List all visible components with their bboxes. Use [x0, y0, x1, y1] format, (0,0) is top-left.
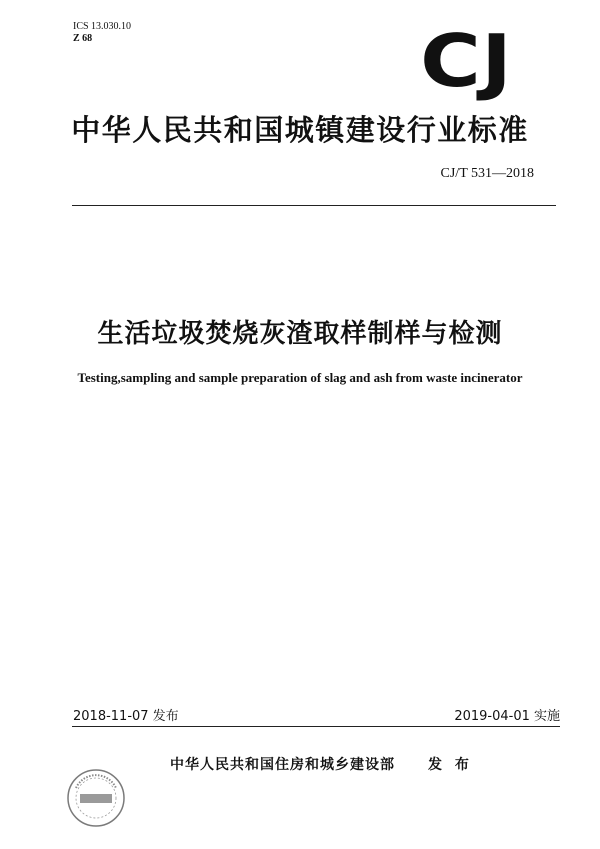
ccs-code: Z 68: [73, 33, 93, 44]
cj-logo: [404, 19, 528, 103]
seal-stamp-icon: [64, 766, 128, 830]
logo-letter-j: J: [481, 19, 510, 103]
ics-code: ICS 13.030.10: [73, 21, 132, 32]
issue-date: 2018-11-07 发布: [73, 709, 179, 724]
top-divider: [72, 205, 556, 206]
document-title-en: Testing,sampling and sample preparation of slag and ash from waste incinerator: [77, 370, 523, 385]
implementation-date: 2019-04-01 实施: [454, 709, 560, 724]
logo-letter-c: C: [420, 19, 479, 103]
standard-code: CJ/T 531—2018: [440, 166, 534, 181]
publisher-name: 中华人民共和国住房和城乡建设部: [170, 757, 395, 773]
bottom-divider: [72, 726, 560, 727]
standard-title: 中华人民共和国城镇建设行业标准: [71, 113, 529, 147]
document-title-cn: 生活垃圾焚烧灰渣取样制样与检测: [97, 319, 503, 349]
publish-action: 发 布: [428, 757, 473, 773]
